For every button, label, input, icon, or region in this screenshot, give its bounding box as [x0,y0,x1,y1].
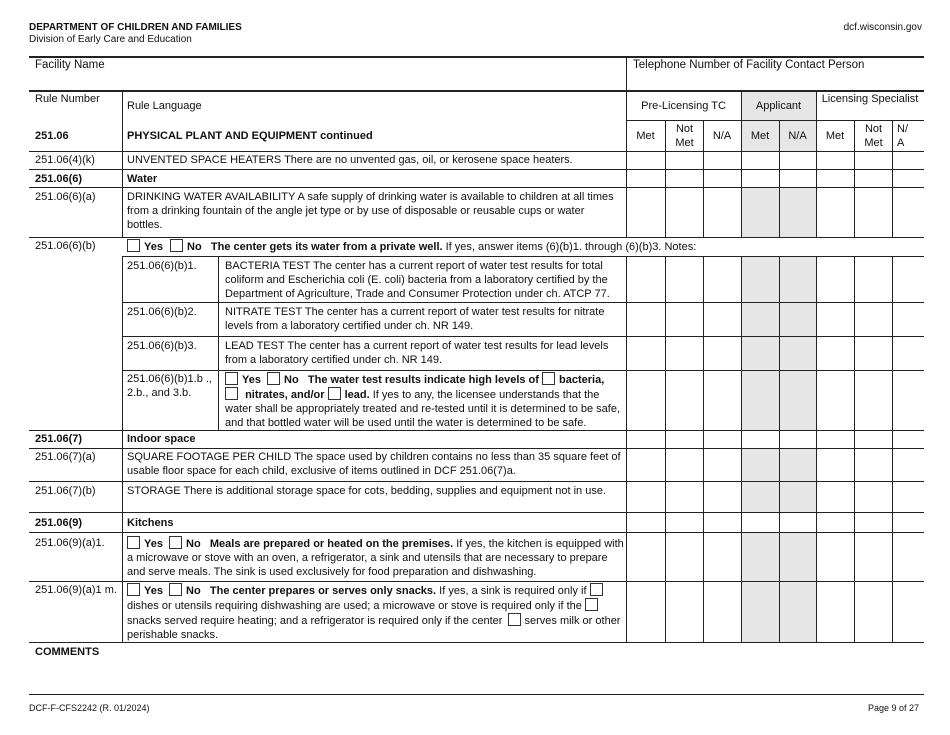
yes-checkbox[interactable] [127,583,140,596]
rule-language: DRINKING WATER AVAILABILITY A safe supply of drinking water is available to children at all times from a drinking fountain of the angle jet type or by use of disposable or reusable cups or water bottles. [127,191,614,231]
nitrates-checkbox[interactable] [225,387,238,400]
website[interactable]: dcf.wisconsin.gov [843,22,922,33]
dishes-checkbox[interactable] [590,583,603,596]
licensing-specialist-header: Licensing Specialist [821,93,919,105]
rule-number: 251.06(7)(a) [35,451,96,463]
department-name: DEPARTMENT OF CHILDREN AND FAMILIES [29,22,242,33]
perishable-checkbox[interactable] [508,613,521,626]
rule-language: Yes No Meals are prepared or heated on the premises. If yes, the kitchen is equipped with a microwave or stove with an oven, a refrigerator, a sink and utensils that are necessary to prepare and serve meals. The sink is used exclusively for food preparation and dishwashing. [127,538,624,578]
rule-language: NITRATE TEST The center has a current report of water test results for nitrate levels from a laboratory certified under ch. NR 149. [225,306,605,332]
no-checkbox[interactable] [267,372,280,385]
yes-checkbox[interactable] [127,239,140,252]
division-name: Division of Early Care and Education [29,34,192,45]
heating-checkbox[interactable] [585,598,598,611]
met-header: Met [636,130,655,142]
facility-name-field[interactable] [29,72,624,89]
rule-number: 251.06(9) [35,517,83,529]
form-id: DCF-F-CFS2242 (R. 01/2024) [29,703,150,713]
rule-number: 251.06(6)(b)1.b ., 2.b., and 3.b. [127,373,212,399]
section-title: Water [127,173,158,185]
section-title: Indoor space [127,433,196,445]
yes-checkbox[interactable] [127,536,140,549]
yes-checkbox[interactable] [225,372,238,385]
rule-number-header: Rule Number [35,93,100,105]
rule-language: STORAGE There is additional storage space for cots, bedding, supplies and equipment not in use. [127,485,606,497]
na-header: N/A [788,130,807,142]
facility-phone-label: Telephone Number of Facility Contact Person [633,59,865,71]
met-header: Met [825,130,845,142]
pre-licensing-header: Pre-Licensing TC [641,100,726,112]
rule-number: 251.06(6) [35,173,83,185]
rule-number: 251.06(9)(a)1 m. [35,584,117,596]
rule-language: Yes No The center prepares or serves only snacks. If yes, a sink is required only if dishes or utensils requiring dishwashing are used; a microwave or stove is required only if the snacks served require heating; and a refrigerator is required only if the center serves milk or other perishable snacks. [127,585,621,641]
section-title: Kitchens [127,517,174,529]
no-checkbox[interactable] [169,583,182,596]
comments-field[interactable] [29,661,924,691]
rule-number: 251.06(6)(b)2. [127,306,197,318]
rule-number: 251.06(7)(b) [35,485,96,497]
bacteria-checkbox[interactable] [542,372,555,385]
rule-number: 251.06(7) [35,433,83,445]
rule-number: 251.06 [35,130,69,142]
no-checkbox[interactable] [169,536,182,549]
rule-language: UNVENTED SPACE HEATERS There are no unvented gas, oil, or kerosene space heaters. [127,154,573,166]
not-met-header: Not Met [864,123,883,149]
rule-language: BACTERIA TEST The center has a current report of water test results for total coliform and Escherichia coli (E. coli) bacteria from a laboratory certified by the Department of Agriculture, Trade and Consumer Protection under ch. ATCP 77. [225,260,610,300]
rule-number: 251.06(4)(k) [35,154,95,166]
facility-name-label: Facility Name [35,59,105,71]
comments-label: COMMENTS [35,646,100,658]
rule-language: LEAD TEST The center has a current report of water test results for lead levels from a laboratory certified under ch. NR 149. [225,340,609,366]
applicant-header: Applicant [755,100,802,112]
rule-number: 251.06(9)(a)1. [35,537,105,549]
section-title: PHYSICAL PLANT AND EQUIPMENT continued [127,130,373,142]
page-number: Page 9 of 27 [867,703,919,713]
rule-language: SQUARE FOOTAGE PER CHILD The space used by children contains no less than 35 square feet of usable floor space for each child, exclusive of items outlined in DCF 251.06(7)a. [127,451,621,477]
not-met-header: Not Met [675,123,694,149]
rule-language-header: Rule Language [127,100,202,112]
na-header: N/A [897,123,908,149]
rule-language: Yes No The water test results indicate high levels of bacteria, nitrates, and/or lead. If yes to any, the licensee understands that the water shall be appropriately treated and re-tested until it is determined to be safe, and that bottled water will be used until the water is determined to be safe. [225,374,621,429]
facility-phone-field[interactable] [628,72,922,89]
na-header: N/A [712,130,732,142]
rule-number: 251.06(6)(b)1. [127,260,197,272]
rule-number: 251.06(6)(b)3. [127,340,197,352]
no-checkbox[interactable] [170,239,183,252]
rule-number: 251.06(6)(b) [35,240,96,252]
lead-checkbox[interactable] [328,387,341,400]
met-header: Met [750,130,770,142]
rule-language: Yes No The center gets its water from a private well. If yes, answer items (6)(b)1. through (6)(b)3. Notes: [127,239,696,254]
rule-number: 251.06(6)(a) [35,191,96,203]
